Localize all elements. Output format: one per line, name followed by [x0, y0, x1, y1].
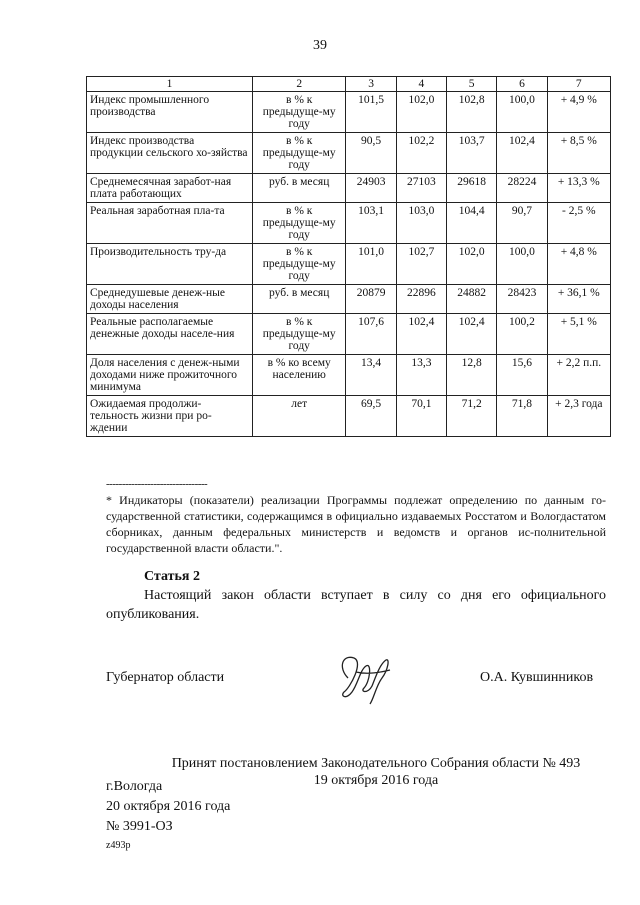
cell-v2: 70,1 [396, 396, 446, 437]
cell-change: + 4,8 % [547, 244, 610, 285]
cell-change: + 13,3 % [547, 174, 610, 203]
signature [330, 648, 400, 708]
cell-v4: 71,8 [497, 396, 547, 437]
adoption-line: Принят постановлением Законодательного Собрания области № 493 [171, 756, 581, 771]
cell-v1: 13,4 [346, 355, 396, 396]
column-header: 2 [252, 77, 346, 92]
table-row [87, 92, 611, 133]
footnote-separator: -------------------------------- [106, 478, 208, 490]
cell-indicator: Ожидаемая продолжи-тельность жизни при ро-ждении [87, 396, 253, 437]
cell-v4: 100,0 [497, 92, 547, 133]
table-body [87, 92, 611, 437]
cell-unit: в % к предыдуще-му году [252, 244, 346, 285]
cell-v2: 102,2 [396, 133, 446, 174]
cell-change: - 2,5 % [547, 203, 610, 244]
cell-unit: в % ко всему населению [252, 355, 346, 396]
cell-unit: в % к предыдуще-му году [252, 133, 346, 174]
column-header: 3 [346, 77, 396, 92]
cell-v3: 102,0 [447, 244, 497, 285]
cell-v4: 28423 [497, 285, 547, 314]
cell-v2: 13,3 [396, 355, 446, 396]
cell-v3: 29618 [447, 174, 497, 203]
cell-indicator: Реальная заработная пла-та [87, 203, 253, 244]
column-header: 5 [447, 77, 497, 92]
cell-v1: 90,5 [346, 133, 396, 174]
table-row [87, 355, 611, 396]
document-code: z493р [106, 840, 131, 851]
cell-v3: 102,4 [447, 314, 497, 355]
cell-v2: 22896 [396, 285, 446, 314]
signing-date: 20 октября 2016 года [106, 799, 231, 814]
article-body: Настоящий закон области вступает в силу со дня его официального опубликования. [106, 588, 606, 622]
cell-v3: 24882 [447, 285, 497, 314]
table-row [87, 314, 611, 355]
cell-unit: лет [252, 396, 346, 437]
table-row [87, 396, 611, 437]
column-header: 6 [497, 77, 547, 92]
cell-change: + 4,9 % [547, 92, 610, 133]
cell-unit: в % к предыдуще-му году [252, 203, 346, 244]
cell-indicator: Индекс производства продукции сельского хо-зяйства [87, 133, 253, 174]
cell-change: + 2,3 года [547, 396, 610, 437]
law-number: № 3991-ОЗ [106, 819, 173, 834]
cell-v4: 15,6 [497, 355, 547, 396]
cell-v1: 69,5 [346, 396, 396, 437]
table-row [87, 203, 611, 244]
cell-v4: 28224 [497, 174, 547, 203]
adoption-date: 19 октября 2016 года [313, 773, 439, 788]
cell-indicator: Среднемесячная заработ-ная плата работающих [87, 174, 253, 203]
adoption-note [106, 755, 640, 789]
cell-change: + 2,2 п.п. [547, 355, 610, 396]
table-header-row [87, 77, 611, 92]
cell-change: + 8,5 % [547, 133, 610, 174]
cell-unit: руб. в месяц [252, 174, 346, 203]
cell-v2: 102,4 [396, 314, 446, 355]
cell-unit: в % к предыдуще-му году [252, 314, 346, 355]
cell-unit: в % к предыдуще-му году [252, 92, 346, 133]
table-row [87, 133, 611, 174]
cell-change: + 36,1 % [547, 285, 610, 314]
column-header: 4 [396, 77, 446, 92]
cell-v2: 103,0 [396, 203, 446, 244]
footnote: * Индикаторы (показатели) реализации Программы подлежат определению по данным го-сударственной статистики, содержащимся в официально издаваемых Росстатом и Вологдастатом сборниках, данным федеральных министерств и ведомств и органов ис-полнительной государственной власти области.". [106, 493, 606, 555]
cell-v4: 102,4 [497, 133, 547, 174]
column-header: 7 [547, 77, 610, 92]
governor-title: Губернатор области [106, 670, 225, 685]
cell-v3: 104,4 [447, 203, 497, 244]
cell-unit: руб. в месяц [252, 285, 346, 314]
cell-v2: 102,0 [396, 92, 446, 133]
table-row [87, 285, 611, 314]
governor-name: О.А. Кувшинников [480, 670, 594, 685]
city: г.Вологда [106, 779, 163, 794]
article-title: Статья 2 [144, 569, 200, 584]
column-header: 1 [87, 77, 253, 92]
cell-v1: 101,0 [346, 244, 396, 285]
cell-v3: 12,8 [447, 355, 497, 396]
cell-v1: 24903 [346, 174, 396, 203]
cell-indicator: Индекс промышленного производства [87, 92, 253, 133]
cell-v2: 27103 [396, 174, 446, 203]
cell-indicator: Доля населения с денеж-ными доходами ниже прожиточного минимума [87, 355, 253, 396]
cell-v3: 102,8 [447, 92, 497, 133]
table-row [87, 174, 611, 203]
table-row [87, 244, 611, 285]
cell-v1: 103,1 [346, 203, 396, 244]
cell-change: + 5,1 % [547, 314, 610, 355]
cell-indicator: Производительность тру-да [87, 244, 253, 285]
cell-indicator: Реальные располагаемые денежные доходы населе-ния [87, 314, 253, 355]
cell-v2: 102,7 [396, 244, 446, 285]
cell-v1: 101,5 [346, 92, 396, 133]
cell-v4: 100,2 [497, 314, 547, 355]
cell-v3: 71,2 [447, 396, 497, 437]
cell-v1: 107,6 [346, 314, 396, 355]
indicators-table [86, 76, 611, 437]
cell-v4: 100,0 [497, 244, 547, 285]
cell-indicator: Среднедушевые денеж-ные доходы населения [87, 285, 253, 314]
cell-v4: 90,7 [497, 203, 547, 244]
page-number: 39 [313, 38, 327, 53]
cell-v1: 20879 [346, 285, 396, 314]
cell-v3: 103,7 [447, 133, 497, 174]
